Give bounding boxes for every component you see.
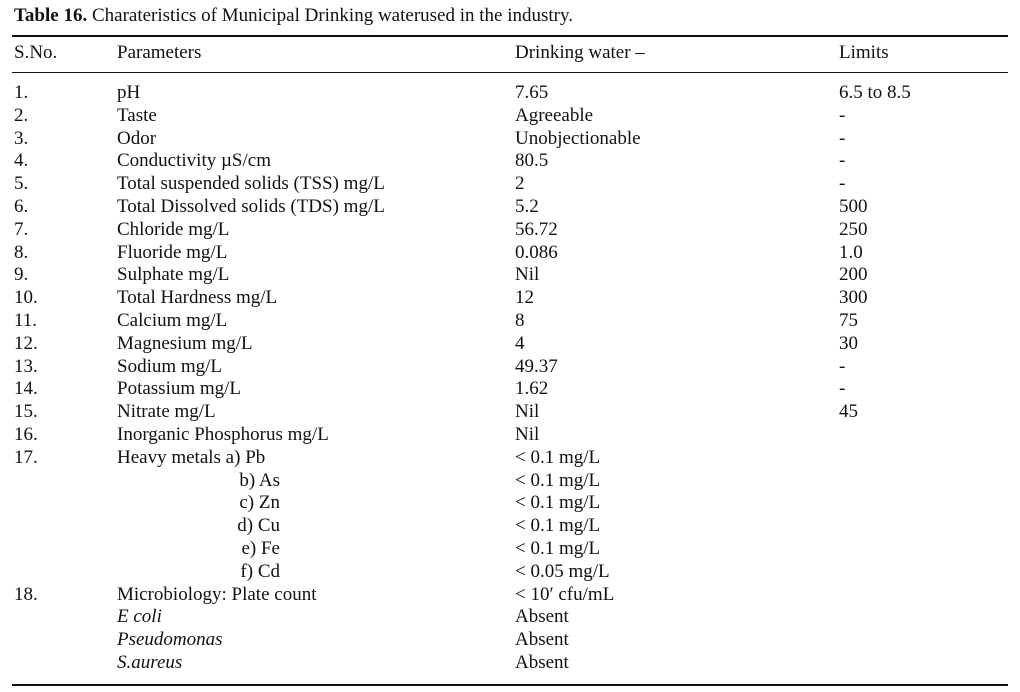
- parameter-name: Microbiology: Plate count: [117, 583, 317, 605]
- limit-value: -: [839, 104, 846, 126]
- limit-value: 30: [839, 332, 858, 354]
- limit-value: -: [839, 378, 846, 400]
- table-row: [0, 514, 1020, 537]
- drinking-water-value: Nil: [515, 424, 540, 445]
- parameter-name: Sodium mg/L: [117, 355, 223, 377]
- drinking-water-value: < 0.1 mg/L: [515, 446, 601, 468]
- limit-value: 1.0: [839, 241, 863, 263]
- limit-value: 45: [839, 401, 858, 423]
- serial-number: 6.: [14, 196, 29, 217]
- drinking-water-value: 12: [515, 287, 534, 309]
- table-header: [0, 41, 1020, 64]
- organism-name: S.aureus: [117, 652, 183, 673]
- drinking-water-value: < 0.1 mg/L: [515, 538, 601, 559]
- table-row: [0, 195, 1020, 218]
- heavy-metal-name: b) As: [239, 469, 280, 491]
- column-header-sno: S.No.: [14, 42, 58, 63]
- drinking-water-value: Absent: [515, 629, 569, 651]
- parameter-name: Calcium mg/L: [117, 310, 228, 331]
- parameter-name: Total Hardness mg/L: [117, 287, 278, 309]
- drinking-water-value: 80.5: [515, 150, 549, 172]
- column-header-parameters: Parameters: [117, 42, 202, 63]
- drinking-water-value: 5.2: [515, 196, 539, 217]
- drinking-water-value: 7.65: [515, 82, 549, 103]
- table-row: [0, 263, 1020, 286]
- drinking-water-value: Nil: [515, 401, 540, 423]
- drinking-water-value: < 0.05 mg/L: [515, 560, 610, 582]
- column-header-drinking-water: Drinking water –: [515, 42, 645, 63]
- drinking-water-value: 8: [515, 310, 525, 331]
- table-row: [0, 104, 1020, 127]
- serial-number: 17.: [14, 446, 38, 468]
- table-row: [0, 651, 1020, 674]
- drinking-water-value: 1.62: [515, 378, 549, 400]
- limit-value: 300: [839, 287, 868, 309]
- drinking-water-value: Absent: [515, 606, 569, 628]
- drinking-water-value: Agreeable: [515, 104, 594, 126]
- limit-value: 75: [839, 310, 858, 331]
- bottom-rule: [12, 684, 1008, 686]
- limit-value: 250: [839, 218, 868, 240]
- serial-number: 18.: [14, 583, 38, 605]
- limit-value: 500: [839, 196, 868, 217]
- serial-number: 7.: [14, 218, 29, 240]
- table-row: [0, 605, 1020, 628]
- drinking-water-value: Absent: [515, 652, 569, 673]
- heavy-metal-name: d) Cu: [237, 515, 280, 537]
- parameter-name: Chloride mg/L: [117, 218, 230, 240]
- table-row: [0, 241, 1020, 264]
- parameter-name: Taste: [117, 104, 157, 126]
- table-row: [0, 583, 1020, 606]
- table-row: [0, 149, 1020, 172]
- table-row: [0, 81, 1020, 104]
- serial-number: 4.: [14, 150, 29, 172]
- drinking-water-value: < 0.1 mg/L: [515, 515, 601, 537]
- heavy-metal-name: c) Zn: [239, 492, 280, 514]
- drinking-water-value: 56.72: [515, 218, 558, 240]
- table-row: [0, 218, 1020, 241]
- heavy-metal-name: f) Cd: [240, 560, 280, 582]
- table-row: [0, 560, 1020, 583]
- limit-value: -: [839, 150, 846, 172]
- serial-number: 12.: [14, 332, 38, 354]
- serial-number: 14.: [14, 378, 38, 400]
- limit-value: 200: [839, 264, 868, 286]
- serial-number: 13.: [14, 355, 38, 377]
- serial-number: 11.: [14, 310, 38, 331]
- table-row: [0, 377, 1020, 400]
- heavy-metal-name: e) Fe: [241, 538, 280, 559]
- table-row: [0, 355, 1020, 378]
- parameter-name: Total Dissolved solids (TDS) mg/L: [117, 196, 385, 217]
- table-row: [0, 172, 1020, 195]
- serial-number: 5.: [14, 173, 29, 195]
- parameter-name: Sulphate mg/L: [117, 264, 230, 286]
- parameter-name: Potassium mg/L: [117, 378, 242, 400]
- drinking-water-value: 0.086: [515, 241, 558, 263]
- parameter-name: Inorganic Phosphorus mg/L: [117, 424, 329, 445]
- drinking-water-value: 2: [515, 173, 525, 195]
- serial-number: 10.: [14, 287, 38, 309]
- drinking-water-value: Unobjectionable: [515, 127, 641, 149]
- parameter-name: Odor: [117, 127, 157, 149]
- serial-number: 15.: [14, 401, 38, 423]
- drinking-water-value: < 10′ cfu/mL: [515, 583, 615, 605]
- serial-number: 2.: [14, 104, 29, 126]
- parameter-name: Magnesium mg/L: [117, 332, 253, 354]
- drinking-water-value: < 0.1 mg/L: [515, 469, 601, 491]
- table-row: [0, 332, 1020, 355]
- header-rule: [12, 72, 1008, 73]
- parameter-name: Nitrate mg/L: [117, 401, 216, 423]
- table-row: [0, 309, 1020, 332]
- table-row: [0, 286, 1020, 309]
- parameter-name: Heavy metals a) Pb: [117, 446, 266, 468]
- parameter-name: Total suspended solids (TSS) mg/L: [117, 173, 385, 195]
- column-header-limits: Limits: [839, 42, 889, 63]
- table-caption-label: Table 16.: [14, 5, 88, 26]
- limit-value: -: [839, 127, 846, 149]
- parameter-name: Conductivity µS/cm: [117, 150, 271, 172]
- serial-number: 1.: [14, 82, 29, 103]
- organism-name: E coli: [117, 606, 162, 628]
- table-row: [0, 127, 1020, 150]
- table-row: [0, 628, 1020, 651]
- table-caption-text: Charateristics of Municipal Drinking waterused in the industry.: [91, 5, 574, 26]
- table-row: [0, 400, 1020, 423]
- drinking-water-value: 49.37: [515, 355, 558, 377]
- table-row: [0, 423, 1020, 446]
- table-caption: [14, 4, 573, 28]
- drinking-water-value: 4: [515, 332, 525, 354]
- serial-number: 16.: [14, 424, 38, 445]
- serial-number: 8.: [14, 241, 29, 263]
- serial-number: 3.: [14, 127, 29, 149]
- limit-value: -: [839, 355, 846, 377]
- table-row: [0, 446, 1020, 469]
- drinking-water-value: Nil: [515, 264, 540, 286]
- drinking-water-value: < 0.1 mg/L: [515, 492, 601, 514]
- parameter-name: pH: [117, 82, 141, 103]
- organism-name: Pseudomonas: [117, 629, 223, 651]
- table-row: [0, 491, 1020, 514]
- serial-number: 9.: [14, 264, 29, 286]
- table-row: [0, 537, 1020, 560]
- top-rule: [12, 35, 1008, 37]
- limit-value: -: [839, 173, 846, 195]
- table-row: [0, 469, 1020, 492]
- parameter-name: Fluoride mg/L: [117, 241, 228, 263]
- limit-value: 6.5 to 8.5: [839, 82, 911, 103]
